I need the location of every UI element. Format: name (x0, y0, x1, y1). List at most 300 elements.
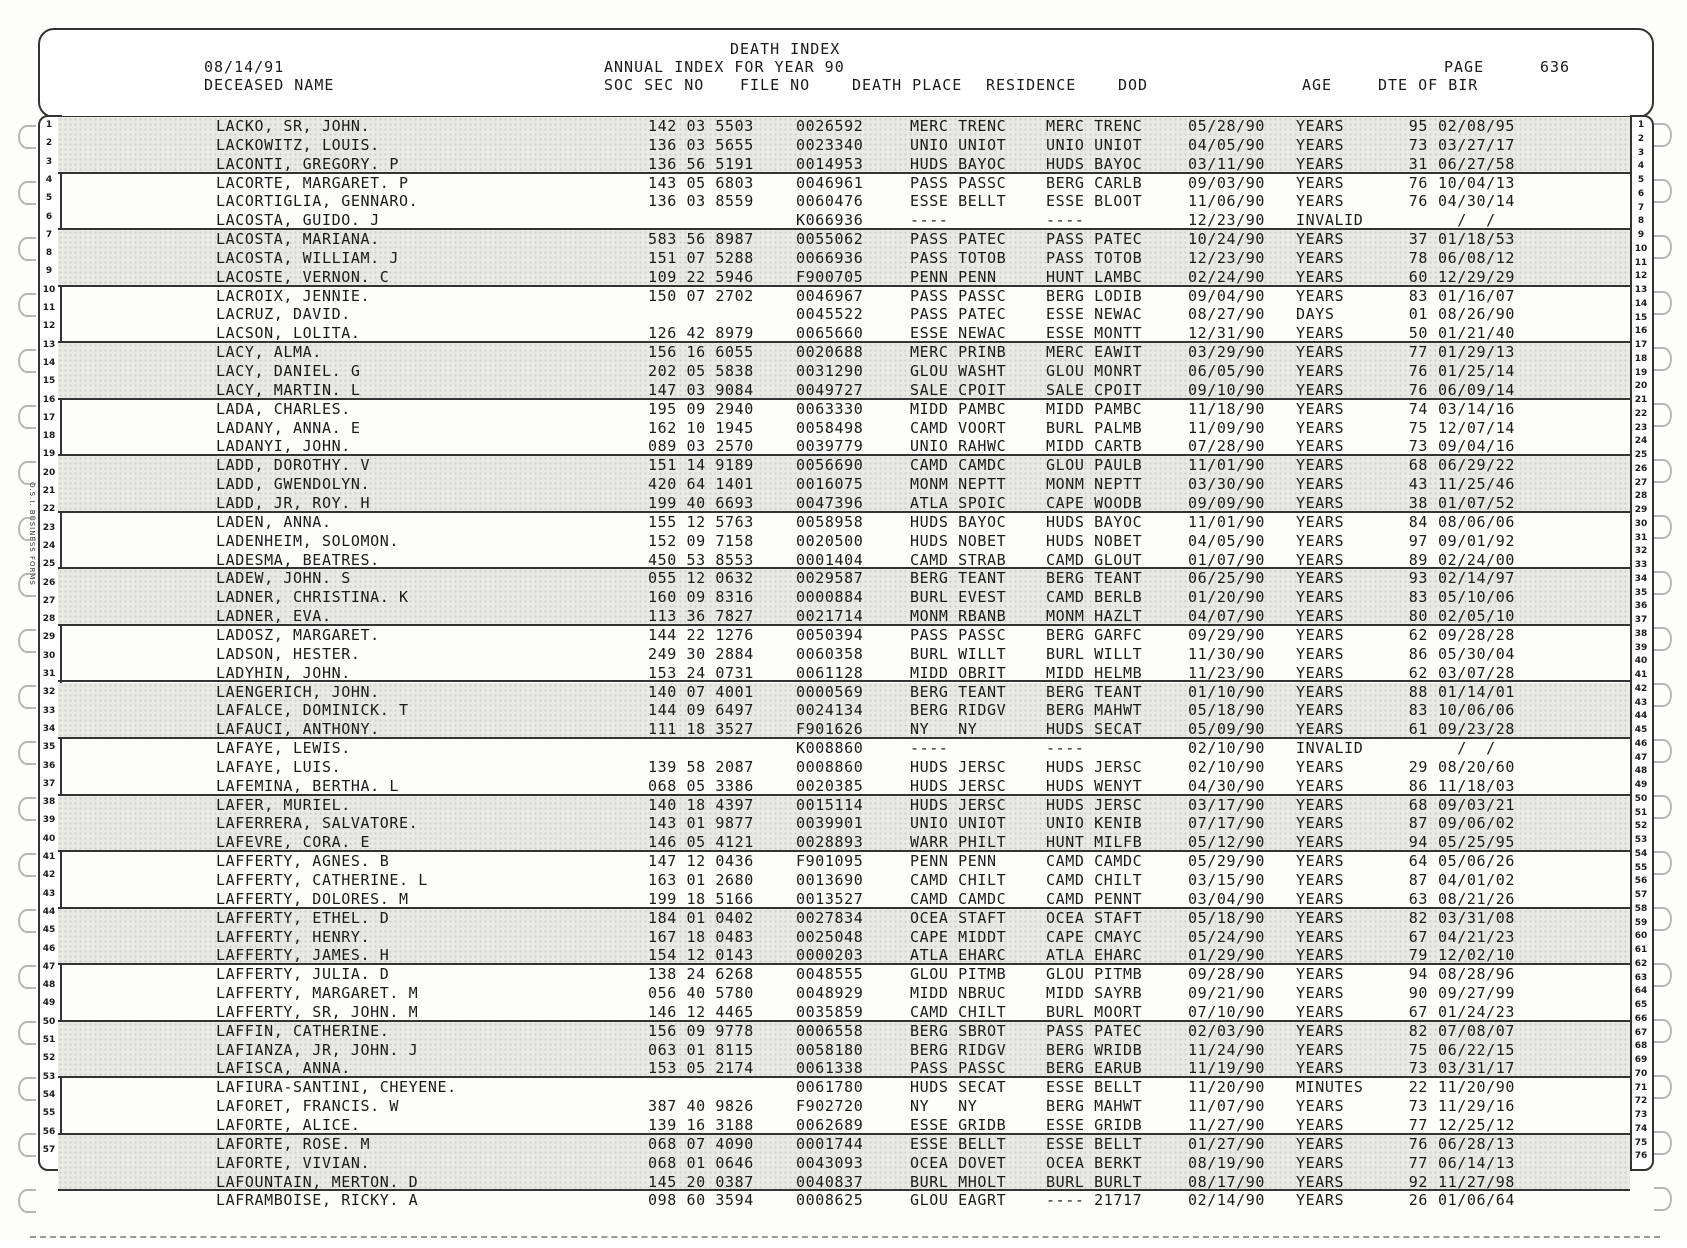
line-number: 56 (1634, 876, 1648, 887)
deceased-name: LAFERRERA, SALVATORE. (216, 814, 419, 833)
age: 76 (1408, 192, 1428, 211)
death-place: PASS PASSC (910, 286, 1007, 305)
age: 89 (1408, 550, 1428, 569)
line-number: 15 (1634, 312, 1648, 323)
date-of-death: 05/24/90 (1188, 927, 1266, 946)
date-of-birth: 07/08/07 (1438, 1021, 1516, 1040)
file-no: 0020500 (796, 531, 864, 550)
line-number: 32 (1634, 546, 1648, 557)
soc-sec-no: 126 42 8979 (648, 324, 754, 343)
residence: HUDS WENYT (1046, 776, 1143, 795)
age-unit: YEARS (1296, 1191, 1345, 1210)
table-row (58, 758, 1630, 777)
line-number: 1 (1637, 120, 1645, 130)
deceased-name: LADESMA, BEATRES. (216, 550, 380, 569)
age-unit: INVALID (1296, 211, 1364, 230)
death-place: WARR PHILT (910, 833, 1007, 852)
age-unit: YEARS (1296, 531, 1345, 550)
date-of-birth: 10/06/06 (1438, 701, 1516, 720)
file-no: 0039901 (796, 814, 864, 833)
age-unit: YEARS (1296, 343, 1345, 362)
residence: BERG CARLB (1046, 173, 1143, 192)
soc-sec-no: 139 16 3188 (648, 1116, 754, 1135)
death-place: CAMD CAMDC (910, 456, 1007, 475)
age-unit: YEARS (1296, 230, 1345, 249)
death-place: ESSE BELLT (910, 1134, 1007, 1153)
table-row (58, 739, 1630, 758)
line-number: 2 (45, 138, 53, 149)
table-row (58, 1003, 1630, 1022)
table-row (58, 268, 1630, 287)
line-number: 60 (1634, 931, 1648, 942)
date-of-death: 11/18/90 (1188, 399, 1266, 418)
tractor-feed-hole-icon (18, 741, 36, 765)
line-number: 63 (1634, 972, 1648, 983)
line-number: 33 (1634, 560, 1648, 570)
tractor-feed-hole-icon (18, 685, 36, 709)
tractor-feed-hole-icon (18, 629, 36, 653)
deceased-name: LADYHIN, JOHN. (216, 663, 351, 682)
deceased-name: LADANYI, JOHN. (216, 437, 351, 456)
line-number: 43 (1634, 697, 1648, 708)
col-header-file-no: FILE NO (740, 76, 811, 94)
residence: HUNT MILFB (1046, 833, 1143, 852)
residence: SALE CPOIT (1046, 380, 1143, 399)
line-number: 14 (1634, 298, 1648, 309)
death-place: PASS PASSC (910, 1059, 1007, 1078)
age: 87 (1408, 870, 1428, 889)
deceased-name: LACSON, LOLITA. (216, 324, 361, 343)
file-no: 0013690 (796, 870, 864, 889)
residence: PASS TOTOB (1046, 248, 1143, 267)
date-of-death: 10/24/90 (1188, 230, 1266, 249)
file-no: 0024134 (796, 701, 864, 720)
table-row (58, 965, 1630, 984)
date-of-death: 09/28/90 (1188, 965, 1266, 984)
tractor-feed-hole-icon (1654, 1019, 1672, 1043)
date-of-birth: 11/18/03 (1438, 776, 1516, 795)
age: 22 (1408, 1078, 1428, 1097)
death-place: MIDD NBRUC (910, 984, 1007, 1003)
age-unit: YEARS (1296, 1021, 1345, 1040)
table-row (58, 551, 1630, 570)
file-no: 0066936 (796, 248, 864, 267)
age: 94 (1408, 833, 1428, 852)
line-number: 1 (45, 120, 53, 130)
soc-sec-no: 199 18 5166 (648, 889, 754, 908)
line-number: 22 (1634, 408, 1648, 419)
age-unit: YEARS (1296, 154, 1345, 173)
file-no: 0056690 (796, 456, 864, 475)
residence: CAMD PENNT (1046, 889, 1143, 908)
line-number: 76 (1634, 1151, 1648, 1162)
table-row (58, 136, 1630, 155)
table-row (58, 381, 1630, 400)
line-number: 47 (42, 961, 56, 972)
table-row (58, 720, 1630, 739)
deceased-name: LAFISCA, ANNA. (216, 1059, 351, 1078)
residence: CAMD GLOUT (1046, 550, 1143, 569)
age-unit: YEARS (1296, 493, 1345, 512)
residence: BURL WILLT (1046, 644, 1143, 663)
residence: BERG WRIDB (1046, 1040, 1143, 1059)
record-group (58, 852, 1630, 909)
age-unit: YEARS (1296, 512, 1345, 531)
age-unit: YEARS (1296, 569, 1345, 588)
table-row (58, 984, 1630, 1003)
death-place: NY NY (910, 1097, 978, 1116)
deceased-name: LADD, DOROTHY. V (216, 456, 371, 475)
soc-sec-no: 145 20 0387 (648, 1172, 754, 1191)
tractor-feed-hole-icon (18, 853, 36, 877)
date-of-birth: 05/25/95 (1438, 833, 1516, 852)
run-date: 08/14/91 (204, 58, 285, 76)
death-place: CAMD CAMDC (910, 889, 1007, 908)
tractor-feed-hole-icon (18, 181, 36, 205)
record-group (58, 683, 1630, 740)
death-place: BERG SBROT (910, 1021, 1007, 1040)
residence: MERC TRENC (1046, 117, 1143, 135)
soc-sec-no: 068 05 3386 (648, 776, 754, 795)
record-group (58, 230, 1630, 287)
file-no: 0040837 (796, 1172, 864, 1191)
table-row (58, 701, 1630, 720)
age: 01 (1408, 305, 1428, 324)
line-number: 27 (1634, 477, 1648, 488)
residence: UNIO UNIOT (1046, 135, 1143, 154)
date-of-birth: / / (1438, 211, 1496, 230)
line-number: 4 (45, 174, 53, 185)
residence: ESSE GRIDB (1046, 1116, 1143, 1135)
line-number: 44 (1634, 711, 1648, 722)
file-no: 0001744 (796, 1134, 864, 1153)
deceased-name: LADD, JR, ROY. H (216, 493, 371, 512)
deceased-name: LAFEVRE, CORA. E (216, 833, 371, 852)
death-place: CAMD CHILT (910, 1002, 1007, 1021)
file-no: 0015114 (796, 795, 864, 814)
line-number: 57 (1634, 890, 1648, 900)
file-no: F901095 (796, 852, 864, 871)
line-number: 29 (42, 632, 56, 643)
age: 87 (1408, 814, 1428, 833)
deceased-name: LADSON, HESTER. (216, 644, 361, 663)
age: 61 (1408, 720, 1428, 739)
soc-sec-no: 146 12 4465 (648, 1002, 754, 1021)
line-number: 17 (1634, 340, 1648, 350)
date-of-birth: 02/14/97 (1438, 569, 1516, 588)
col-header-name: DECEASED NAME (204, 76, 335, 94)
line-number: 6 (1637, 188, 1645, 199)
deceased-name: LAFRAMBOISE, RICKY. A (216, 1191, 419, 1210)
date-of-death: 04/05/90 (1188, 531, 1266, 550)
date-of-birth: 06/14/13 (1438, 1153, 1516, 1172)
residence: PASS PATEC (1046, 1021, 1143, 1040)
residence: GLOU PITMB (1046, 965, 1143, 984)
age: 92 (1408, 1172, 1428, 1191)
record-group (58, 626, 1630, 683)
line-number: 54 (42, 1089, 56, 1100)
death-place: ---- (910, 211, 949, 230)
line-number: 66 (1634, 1013, 1648, 1024)
line-number: 37 (42, 778, 56, 789)
date-of-death: 02/10/90 (1188, 757, 1266, 776)
line-number: 43 (42, 888, 56, 899)
table-row (58, 645, 1630, 664)
file-no: 0008625 (796, 1191, 864, 1210)
date-of-death: 11/24/90 (1188, 1040, 1266, 1059)
age-unit: YEARS (1296, 1040, 1345, 1059)
line-number: 74 (1634, 1123, 1648, 1134)
date-of-death: 01/10/90 (1188, 682, 1266, 701)
date-of-death: 03/04/90 (1188, 889, 1266, 908)
death-place: UNIO RAHWC (910, 437, 1007, 456)
line-number: 8 (1637, 216, 1645, 227)
line-number: 20 (1634, 381, 1648, 392)
age-unit: YEARS (1296, 625, 1345, 644)
residence: MONM HAZLT (1046, 607, 1143, 626)
age: 74 (1408, 399, 1428, 418)
table-row (58, 362, 1630, 381)
soc-sec-no: 089 03 2570 (648, 437, 754, 456)
date-of-birth: 09/27/99 (1438, 984, 1516, 1003)
date-of-birth: 09/04/16 (1438, 437, 1516, 456)
date-of-death: 04/30/90 (1188, 776, 1266, 795)
soc-sec-no: 138 24 6268 (648, 965, 754, 984)
residence: HUDS JERSC (1046, 757, 1143, 776)
age: 80 (1408, 607, 1428, 626)
deceased-name: LAFAUCI, ANTHONY. (216, 720, 380, 739)
date-of-death: 07/28/90 (1188, 437, 1266, 456)
table-row (58, 1173, 1630, 1192)
date-of-birth: 02/24/00 (1438, 550, 1516, 569)
age: 76 (1408, 380, 1428, 399)
table-row (58, 475, 1630, 494)
table-row (58, 400, 1630, 419)
file-no: 0065660 (796, 324, 864, 343)
age-unit: YEARS (1296, 399, 1345, 418)
age: 77 (1408, 1116, 1428, 1135)
line-number: 21 (1634, 395, 1648, 405)
table-row (58, 588, 1630, 607)
date-of-death: 03/11/90 (1188, 154, 1266, 173)
age-unit: YEARS (1296, 1134, 1345, 1153)
line-number: 50 (42, 1016, 56, 1027)
date-of-birth: 02/05/10 (1438, 607, 1516, 626)
residence: CAMD CAMDC (1046, 852, 1143, 871)
residence: CAMD CHILT (1046, 870, 1143, 889)
record-group (58, 456, 1630, 513)
death-place: HUDS BAYOC (910, 512, 1007, 531)
date-of-birth: 01/16/07 (1438, 286, 1516, 305)
age: 75 (1408, 1040, 1428, 1059)
date-of-birth: 01/21/40 (1438, 324, 1516, 343)
age-unit: YEARS (1296, 437, 1345, 456)
age-unit: YEARS (1296, 757, 1345, 776)
table-row (58, 192, 1630, 211)
date-of-birth: 03/31/17 (1438, 1059, 1516, 1078)
record-group (58, 400, 1630, 457)
table-row (58, 155, 1630, 174)
file-no: 0027834 (796, 908, 864, 927)
soc-sec-no: 136 56 5191 (648, 154, 754, 173)
date-of-death: 11/07/90 (1188, 1097, 1266, 1116)
death-place: GLOU EAGRT (910, 1191, 1007, 1210)
date-of-death: 12/23/90 (1188, 211, 1266, 230)
deceased-name: LAFFERTY, SR, JOHN. M (216, 1002, 419, 1021)
date-of-birth: 09/06/02 (1438, 814, 1516, 833)
tractor-feed-hole-icon (18, 405, 36, 429)
report-subtitle: ANNUAL INDEX FOR YEAR 90 (604, 58, 845, 76)
line-number: 28 (1634, 491, 1648, 502)
record-group (58, 343, 1630, 400)
date-of-death: 01/20/90 (1188, 588, 1266, 607)
deceased-name: LACY, MARTIN. L (216, 380, 361, 399)
line-number: 28 (42, 614, 56, 625)
deceased-name: LAFFERTY, JULIA. D (216, 965, 390, 984)
line-number: 50 (1634, 793, 1648, 804)
tractor-feed-hole-icon (1654, 963, 1672, 987)
line-number: 67 (1634, 1027, 1648, 1038)
line-number: 32 (42, 687, 56, 698)
line-number: 24 (1634, 436, 1648, 447)
date-of-birth: 03/31/08 (1438, 908, 1516, 927)
table-row (58, 494, 1630, 513)
tractor-feed-hole-icon (18, 1077, 36, 1101)
date-of-death: 03/15/90 (1188, 870, 1266, 889)
soc-sec-no: 113 36 7827 (648, 607, 754, 626)
date-of-birth: 11/29/16 (1438, 1097, 1516, 1116)
line-number: 40 (1634, 656, 1648, 667)
age-unit: YEARS (1296, 324, 1345, 343)
table-row (58, 287, 1630, 306)
death-place: HUDS NOBET (910, 531, 1007, 550)
line-number: 34 (42, 723, 56, 734)
date-of-death: 01/07/90 (1188, 550, 1266, 569)
line-number: 57 (42, 1144, 56, 1155)
soc-sec-no: 150 07 2702 (648, 286, 754, 305)
age: 73 (1408, 1097, 1428, 1116)
age-unit: YEARS (1296, 908, 1345, 927)
death-place: OCEA DOVET (910, 1153, 1007, 1172)
line-number: 55 (1634, 862, 1648, 873)
age-unit: YEARS (1296, 984, 1345, 1003)
record-group (58, 739, 1630, 796)
death-place: HUDS JERSC (910, 757, 1007, 776)
age-unit: YEARS (1296, 550, 1345, 569)
deceased-name: LAFFERTY, AGNES. B (216, 852, 390, 871)
soc-sec-no: 199 40 6693 (648, 493, 754, 512)
file-no: 0043093 (796, 1153, 864, 1172)
line-number: 41 (42, 852, 56, 862)
soc-sec-no: 162 10 1945 (648, 418, 754, 437)
soc-sec-no: 195 09 2940 (648, 399, 754, 418)
tractor-feed-hole-icon (18, 125, 36, 149)
date-of-death: 11/23/90 (1188, 663, 1266, 682)
residence: MIDD HELMB (1046, 663, 1143, 682)
date-of-birth: 01/18/53 (1438, 230, 1516, 249)
date-of-death: 08/27/90 (1188, 305, 1266, 324)
date-of-birth: 01/24/23 (1438, 1002, 1516, 1021)
residence: ---- 21717 (1046, 1191, 1143, 1210)
date-of-birth: 08/20/60 (1438, 757, 1516, 776)
table-row (58, 1191, 1630, 1210)
file-no: 0031290 (796, 362, 864, 381)
death-place: CAMD STRAB (910, 550, 1007, 569)
soc-sec-no: 184 01 0402 (648, 908, 754, 927)
line-number: 49 (42, 998, 56, 1009)
file-no: 0025048 (796, 927, 864, 946)
line-number: 11 (42, 303, 56, 313)
age-unit: YEARS (1296, 701, 1345, 720)
file-no: 0000884 (796, 588, 864, 607)
residence: OCEA STAFT (1046, 908, 1143, 927)
age: 82 (1408, 908, 1428, 927)
date-of-death: 07/10/90 (1188, 1002, 1266, 1021)
death-place: PENN PENN (910, 852, 997, 871)
age: 62 (1408, 625, 1428, 644)
soc-sec-no: 420 64 1401 (648, 475, 754, 494)
line-number: 17 (42, 412, 56, 423)
age-unit: YEARS (1296, 1059, 1345, 1078)
age: 67 (1408, 927, 1428, 946)
age-unit: YEARS (1296, 1153, 1345, 1172)
death-place: BERG RIDGV (910, 701, 1007, 720)
tractor-feed-hole-icon (1654, 515, 1672, 539)
date-of-death: 02/24/90 (1188, 267, 1266, 286)
line-number: 12 (1634, 271, 1648, 282)
death-place: GLOU PITMB (910, 965, 1007, 984)
table-row (58, 1059, 1630, 1078)
file-no: 0047396 (796, 493, 864, 512)
death-place: ATLA SPOIC (910, 493, 1007, 512)
age-unit: YEARS (1296, 418, 1345, 437)
age: 83 (1408, 588, 1428, 607)
residence: ESSE BLOOT (1046, 192, 1143, 211)
line-number: 7 (1637, 202, 1645, 213)
line-number: 26 (1634, 463, 1648, 474)
residence: BERG EARUB (1046, 1059, 1143, 1078)
residence: MONM NEPTT (1046, 475, 1143, 494)
date-of-death: 06/25/90 (1188, 569, 1266, 588)
date-of-birth: 05/10/06 (1438, 588, 1516, 607)
age-unit: YEARS (1296, 192, 1345, 211)
line-number: 58 (1634, 903, 1648, 914)
table-row (58, 117, 1630, 136)
deceased-name: LADEW, JOHN. S (216, 569, 351, 588)
residence: BURL MOORT (1046, 1002, 1143, 1021)
age: 88 (1408, 682, 1428, 701)
date-of-death: 04/05/90 (1188, 135, 1266, 154)
soc-sec-no: 156 09 9778 (648, 1021, 754, 1040)
age-unit: YEARS (1296, 927, 1345, 946)
deceased-name: LAFER, MURIEL. (216, 795, 351, 814)
file-no: 0058958 (796, 512, 864, 531)
tractor-feed-hole-icon (18, 1133, 36, 1157)
death-place: BURL EVEST (910, 588, 1007, 607)
line-number: 24 (42, 540, 56, 551)
age: 97 (1408, 531, 1428, 550)
soc-sec-no: 583 56 8987 (648, 230, 754, 249)
file-no: F900705 (796, 267, 864, 286)
deceased-name: LAFAYE, LUIS. (216, 757, 342, 776)
line-number: 53 (1634, 835, 1648, 845)
line-number: 26 (42, 577, 56, 588)
death-place: HUDS JERSC (910, 776, 1007, 795)
line-number: 44 (42, 906, 56, 917)
death-place: BERG RIDGV (910, 1040, 1007, 1059)
death-place: ESSE BELLT (910, 192, 1007, 211)
age-unit: YEARS (1296, 456, 1345, 475)
